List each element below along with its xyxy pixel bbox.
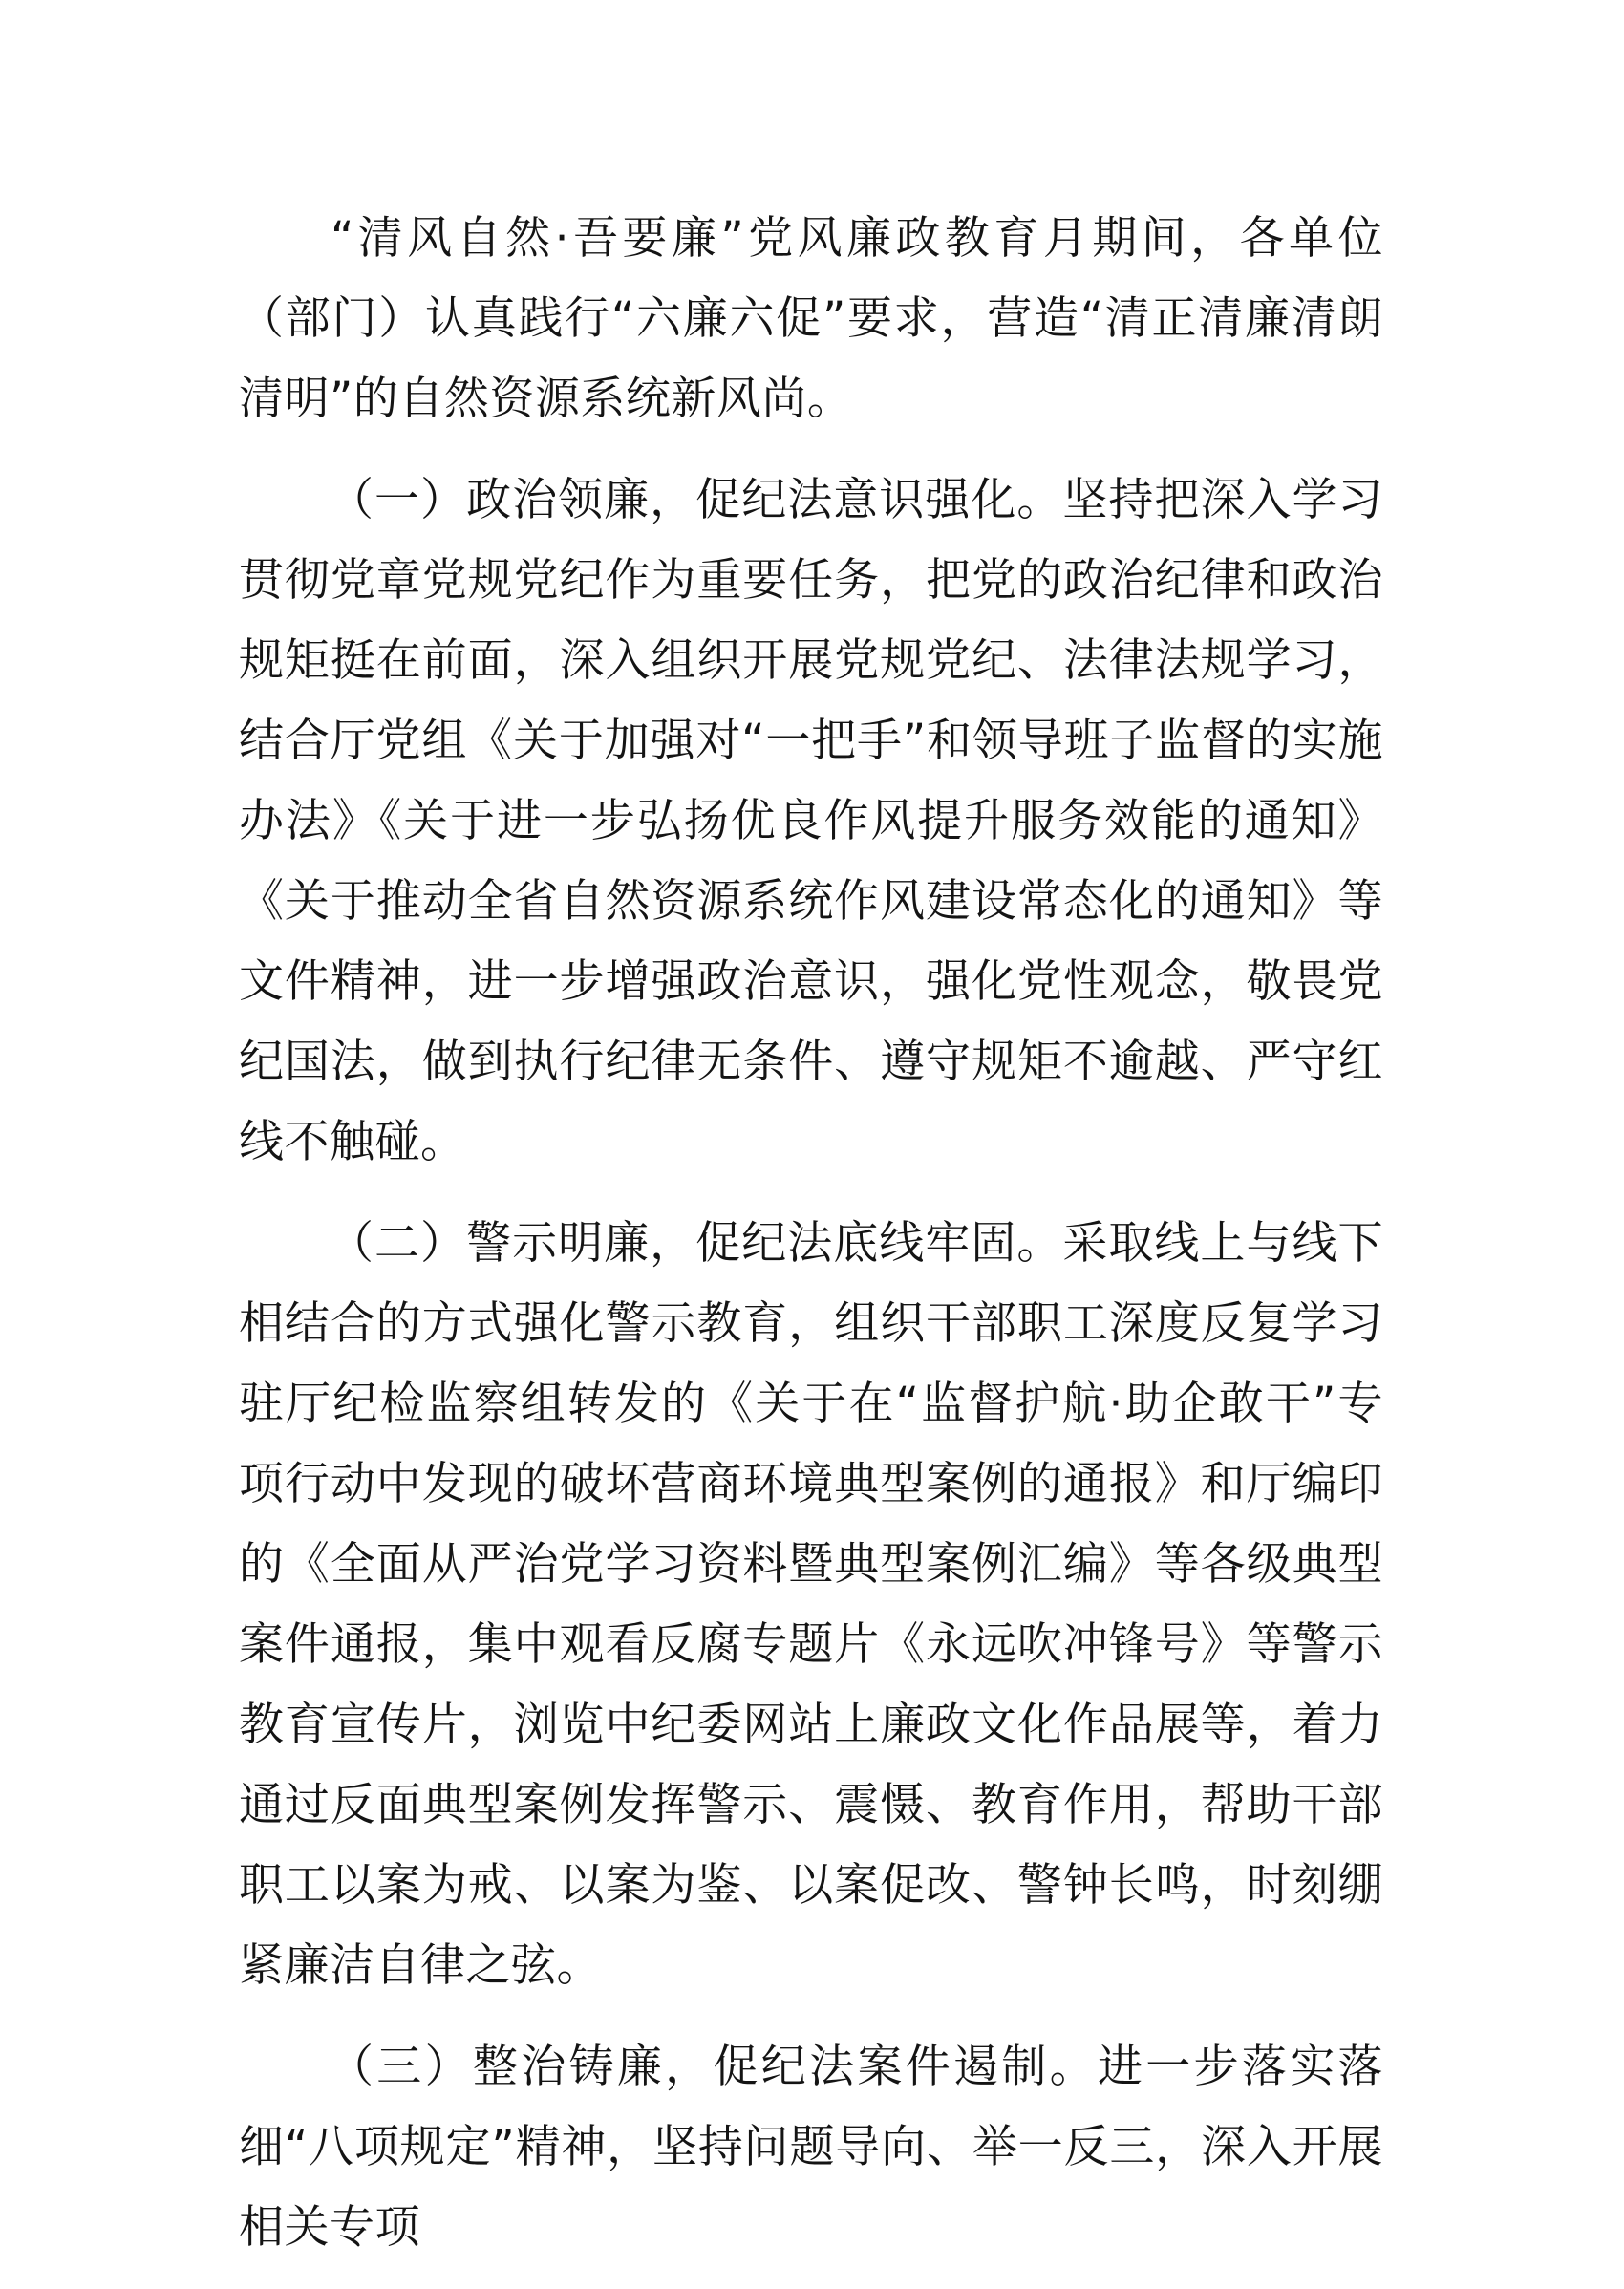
paragraph-section-3: （三）整治铸廉，促纪法案件遏制。进一步落实落细“八项规定”精神，坚持问题导向、举一反三，深入开展相关专项 bbox=[239, 2041, 1383, 2254]
paragraph-intro: “清风自然·吾要廉”党风廉政教育月期间，各单位（部门）认真践行“六廉六促”要求，营造“清正清廉清朗清明”的自然资源系统新风尚。 bbox=[239, 212, 1383, 425]
document-body bbox=[239, 199, 1383, 2289]
paragraph-section-1: （一）政治领廉，促纪法意识强化。坚持把深入学习贯彻党章党规党纪作为重要任务，把党的政治纪律和政治规矩挺在前面，深入组织开展党规党纪、法律法规学习，结合厅党组《关于加强对“一把手”和领导班子监督的实施办法》《关于进一步弘扬优良作风提升服务效能的通知》《关于推动全省自然资源系统作风建设常态化的通知》等文件精神，进一步增强政治意识，强化党性观念，敬畏党纪国法，做到执行纪律无条件、遵守规矩不逾越、严守红线不触碰。 bbox=[239, 474, 1383, 1168]
paragraph-section-2: （二）警示明廉，促纪法底线牢固。采取线上与线下相结合的方式强化警示教育，组织干部职工深度反复学习驻厅纪检监察组转发的《关于在“监督护航·助企敢干”专项行动中发现的破坏营商环境典型案例的通报》和厅编印的《全面从严治党学习资料暨典型案例汇编》等各级典型案件通报，集中观看反腐专题片《永远吹冲锋号》等警示教育宣传片，浏览中纪委网站上廉政文化作品展等，着力通过反面典型案例发挥警示、震慑、教育作用，帮助干部职工以案为戒、以案为鉴、以案促改、警钟长鸣，时刻绷紧廉洁自律之弦。 bbox=[239, 1217, 1383, 1992]
